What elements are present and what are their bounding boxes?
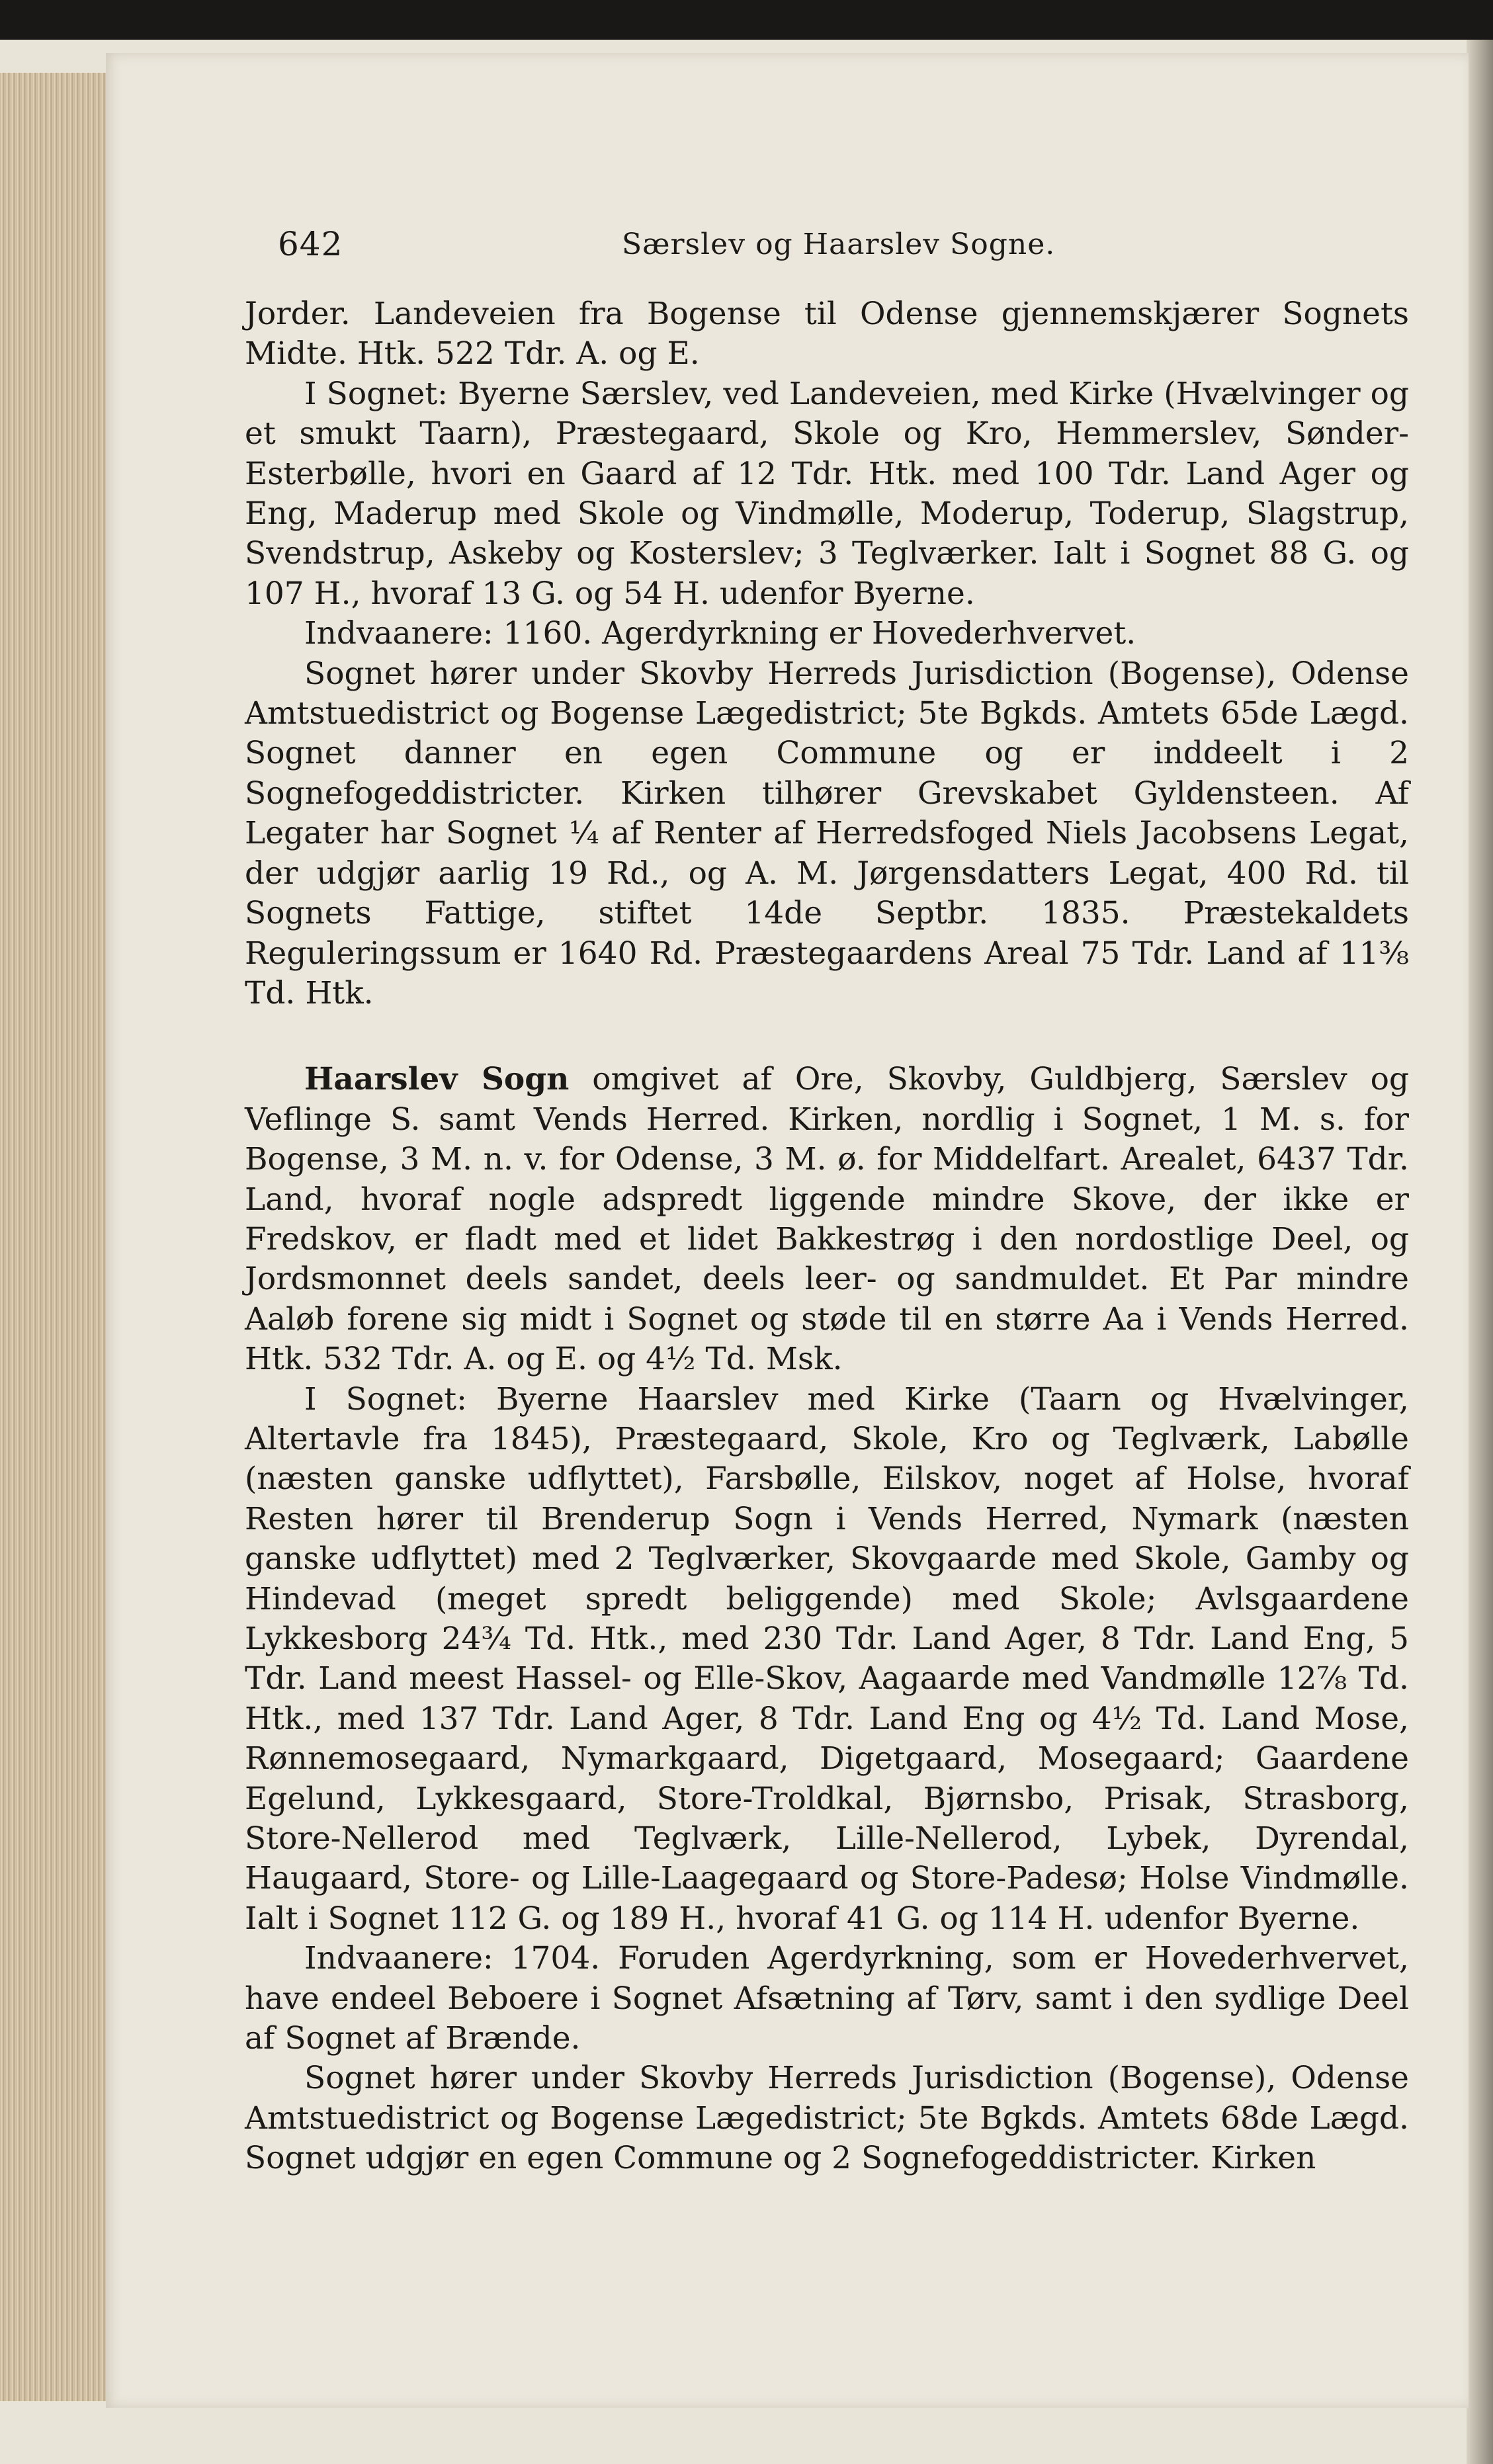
body-text bbox=[245, 294, 1409, 2179]
paragraph bbox=[245, 294, 1409, 374]
section-heading: Haarslev Sogn bbox=[304, 1061, 570, 1098]
paragraph bbox=[245, 374, 1409, 614]
right-page-edge bbox=[1467, 40, 1493, 2464]
paragraph bbox=[245, 1939, 1409, 2059]
paragraph-text: I Sognet: Byerne Haarslev med Kirke (Taarn og Hvælvinger, Altertavle fra 1845), Præstegaard, Skole, Kro og Teglværk, Labølle (næsten ganske udflyttet), Farsbølle, Eilskov, noget af Holse, hvoraf Resten hører til Brenderup Sogn i Vends Herred, Nymark (næsten ganske udflyttet) med 2 Teglværker, Skovgaarde med Skole, Gamby og Hindevad (meget spredt beliggende) med Skole; Avlsgaardene Lykkesborg 24¾ Td. Htk., med 230 Tdr. Land Ager, 8 Tdr. Land Eng, 5 Tdr. Land meest Hassel- og Elle-Skov, Aagaarde med Vandmølle 12⅞ Td. Htk., med 137 Tdr. Land Ager, 8 Tdr. Land Eng og 4½ Td. Land Mose, Rønnemosegaard, Nymarkgaard, Digetgaard, Mosegaard; Gaardene Egelund, Lykkesgaard, Store-Troldkal, Bjørnsbo, Prisak, Strasborg, Store-Nellerod med Teglværk, Lille-Nellerod, Lybek, Dyrendal, Haugaard, Store- og Lille-Laagegaard og Store-Padesø; Holse Vindmølle. Ialt i Sognet 112 G. og 189 H., hvoraf 41 G. og 114 H. udenfor Byerne. bbox=[245, 1381, 1409, 1937]
paragraph-text: Jorder. Landeveien fra Bogense til Odense gjennemskjærer Sognets Midte. Htk. 522 Tdr. A. og E. bbox=[245, 296, 1409, 372]
paragraph bbox=[245, 654, 1409, 1014]
paragraph-text: Sognet hører under Skovby Herreds Jurisdiction (Bogense), Odense Amtstuedistrict og Bogense Lægedistrict; 5te Bgkds. Amtets 68de Lægd. Sognet udgjør en egen Commune og 2 Sognefogeddistricter. Kirken bbox=[245, 2060, 1409, 2177]
page-edges bbox=[0, 73, 108, 2401]
paragraph-text: I Sognet: Byerne Særslev, ved Landeveien, med Kirke (Hvælvinger og et smukt Taarn), Præstegaard, Skole og Kro, Hemmerslev, Sønder-Esterbølle, hvori en Gaard af 12 Tdr. Htk. med 100 Tdr. Land Ager og Eng, Maderup med Skole og Vindmølle, Moderup, Toderup, Slagstrup, Svendstrup, Askeby og Kosterslev; 3 Teglværker. Ialt i Sognet 88 G. og 107 H., hvoraf 13 G. og 54 H. udenfor Byerne. bbox=[245, 375, 1409, 612]
paragraph-text: Indvaanere: 1160. Agerdyrkning er Hovederhvervet. bbox=[304, 615, 1136, 652]
paragraph bbox=[245, 1060, 1409, 1379]
running-title: Særslev og Haarslev Sogne. bbox=[622, 228, 1056, 261]
page-number: 642 bbox=[278, 225, 343, 263]
paragraph bbox=[245, 2059, 1409, 2178]
paragraph-text: Indvaanere: 1704. Foruden Agerdyrkning, som er Hovederhvervet, have endeel Beboere i Sognet Afsætning af Tørv, samt i den sydlige Deel af Sognet af Brænde. bbox=[245, 1940, 1409, 2057]
paragraph bbox=[245, 1380, 1409, 1939]
paragraph-text: omgivet af Ore, Skovby, Guldbjerg, Særslev og Veflinge S. samt Vends Herred. Kirken, nordlig i Sognet, 1 M. s. for Bogense, 3 M. n. v. for Odense, 3 M. ø. for Middelfart. Arealet, 6437 Tdr. Land, hvoraf nogle adspredt liggende mindre Skove, der ikke er Fredskov, er fladt med et lidet Bakkestrøg i den nordostlige Deel, og Jordsmonnet deels sandet, deels leer- og sandmuldet. Et Par mindre Aaløb forene sig midt i Sognet og støde til en større Aa i Vends Herred. Htk. 532 Tdr. A. og E. og 4½ Td. Msk. bbox=[245, 1061, 1409, 1378]
paragraph-text: Sognet hører under Skovby Herreds Jurisdiction (Bogense), Odense Amtstuedistrict og Bogense Lægedistrict; 5te Bgkds. Amtets 65de Lægd. Sognet danner en egen Commune og er inddeelt i 2 Sognefogeddistricter. Kirken tilhører Grevskabet Gyldensteen. Af Legater har Sognet ¼ af Renter af Herredsfoged Niels Jacobsens Legat, der udgjør aarlig 19 Rd., og A. M. Jørgensdatters Legat, 400 Rd. til Sognets Fattige, stiftet 14de Septbr. 1835. Præstekaldets Reguleringssum er 1640 Rd. Præstegaardens Areal 75 Tdr. Land af 11⅜ Td. Htk. bbox=[245, 655, 1409, 1011]
paragraph bbox=[245, 614, 1409, 654]
page-header bbox=[278, 225, 1402, 278]
